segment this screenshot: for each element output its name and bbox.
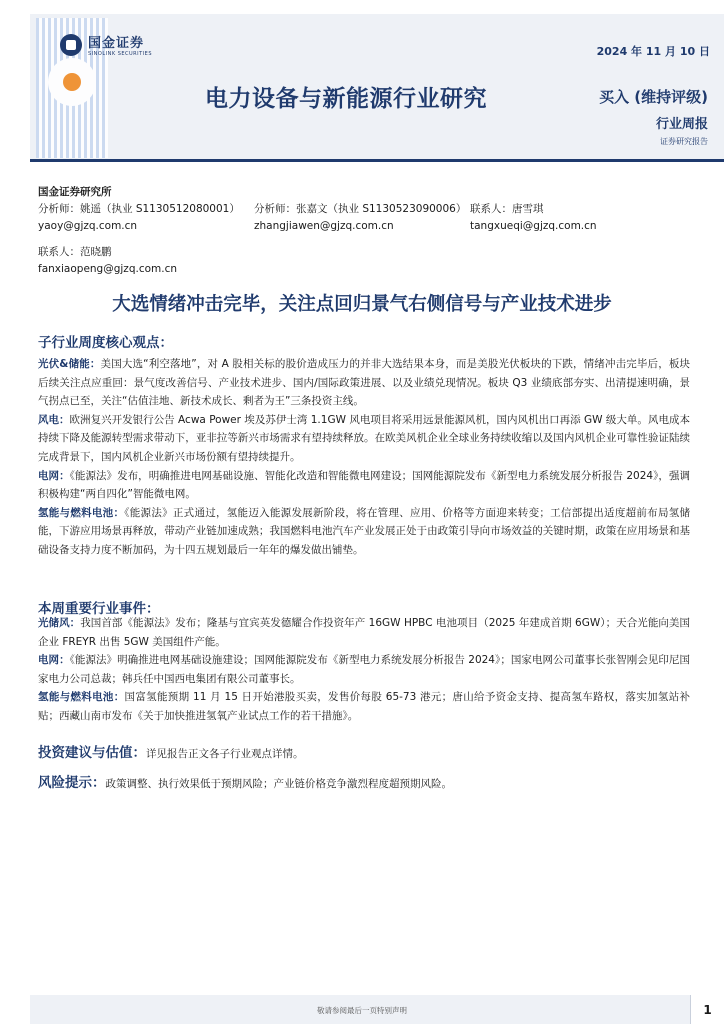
event-text: 我国首部《能源法》发布；隆基与宜宾英发德耀合作投资年产 16GW HPBC 电池项目（2025 年建成首期 6GW）；天合光能向美国企业 FREYR 出售 5GW 美国组件产能。: [38, 617, 690, 648]
event-text: 《能源法》明确推进电网基础设施建设；国网能源院发布《新型电力系统发展分析报告 2024》；国家电网公司董事长张智刚会见印尼国家电力公司总裁；韩兵任中国西电集团有限公司董事长。: [38, 654, 690, 685]
rating-badge: 买入 (维持评级): [599, 88, 708, 106]
events-body: [38, 614, 690, 726]
core-view-item: [38, 467, 690, 504]
qr-center-dot-icon: [63, 73, 81, 91]
analyst-2-email[interactable]: zhangjiawen@gjzq.com.cn: [254, 220, 394, 232]
core-views-heading: 子行业周度核心观点：: [38, 335, 173, 351]
core-view-item: [38, 504, 690, 560]
brand-name-en: SINOLINK SECURITIES: [88, 51, 152, 57]
core-view-label: 光伏&储能：: [38, 358, 101, 370]
analyst-1-email[interactable]: yaoy@gjzq.com.cn: [38, 220, 138, 232]
event-label: 氢能与燃料电池：: [38, 691, 125, 704]
analyst-1: 分析师：姚遥（执业 S1130512080001）: [38, 203, 240, 215]
qr-center-badge: [48, 58, 96, 106]
analyst-row: [38, 201, 698, 218]
report-date: 2024 年 11 月 10 日: [596, 45, 710, 58]
brand-mark-icon: [60, 34, 82, 56]
risk-row: [38, 771, 690, 791]
core-views-body: [38, 355, 690, 560]
header-divider: [30, 159, 724, 162]
analyst-2: 分析师：张嘉文（执业 S1130523090006）: [254, 203, 467, 215]
events-heading: 本周重要行业事件：: [38, 601, 160, 617]
advice-row: [38, 741, 690, 761]
core-view-label: 氢能与燃料电池：: [38, 506, 125, 519]
event-item: [38, 614, 690, 651]
report-kind: 行业周报: [655, 117, 708, 132]
core-view-text: 《能源法》正式通过，氢能迈入能源发展新阶段，将在管理、应用、价格等方面迎来转变；工信部提出适度超前布局氢储能，下游应用场景再释放，带动产业链加速成熟；我国燃料电池汽车产业发展正处于由政策引导向市场效益的关键时期，政策在应用场景和基础设备支持力度不断加码，为十四五规划最后一年年的爆发做出铺垫。: [38, 506, 690, 556]
core-view-text: 美国大选“利空落地”，对 A 股相关标的股价造成压力的并非大选结果本身，而是美股光伏板块的下跌，情绪冲击完毕后，板块后续关注点应重回：景气度改善信号、产业技术进步、国内/国际政策进展、以及业绩兑现情况。板块 Q3 业绩底部夯实、出清提速明确，景气拐点已至，关注“估值洼地、新技术成长、剩者为王”三条投资主线。: [38, 358, 690, 408]
brand-name-cn: 国金证券: [88, 36, 145, 51]
institute-name: 国金证券研究所: [38, 186, 112, 198]
core-view-text: 《能源法》发布，明确推进电网基础设施、智能化改造和智能微电网建设；国网能源院发布《新型电力系统发展分析报告 2024》，强调积极构建“两自四化”智能微电网。: [38, 469, 690, 501]
contact-2: 联系人：范晓鹏: [38, 246, 112, 258]
advice-heading: 投资建议与估值：: [38, 745, 146, 761]
report-subtitle: 证券研究报告: [660, 137, 708, 146]
event-text: 国富氢能预期 11 月 15 日开始港股买卖，发售价每股 65-73 港元；唐山给予资金支持、提高氢车路权，落实加氢站补贴；西藏山南市发布《关于加快推进氢氧产业试点工作的若干措施》。: [38, 691, 690, 722]
page-number: 1: [690, 995, 724, 1024]
event-item: [38, 688, 690, 725]
contact-2-email[interactable]: fanxiaopeng@gjzq.com.cn: [38, 263, 178, 275]
risk-text: 政策调整、执行效果低于预期风险；产业链价格竞争激烈程度超预期风险。: [105, 778, 452, 790]
core-view-label: 电网：: [38, 469, 70, 482]
event-item: [38, 651, 690, 688]
brand-logo: [60, 32, 152, 57]
report-title: 电力设备与新能源行业研究: [205, 86, 487, 112]
advice-text: 详见报告正文各子行业观点详情。: [146, 748, 304, 760]
contact-1-email[interactable]: tangxueqi@gjzq.com.cn: [470, 220, 597, 232]
core-view-item: [38, 355, 690, 411]
event-label: 光储风：: [38, 617, 81, 629]
main-headline: 大选情绪冲击完毕，关注点回归景气右侧信号与产业技术进步: [112, 294, 612, 315]
core-view-text: 欧洲复兴开发银行公告 Acwa Power 埃及苏伊士湾 1.1GW 风电项目将采用远景能源风机，国内风机出口再添 GW 级大单。风电成本持续下降及能源转型需求带动下，亚非拉等新兴市场需求有望持续释放。在欧美风机企业全球业务持续收缩以及国内风机企业可靠性验证陆续完成背景下，国内风机企业新兴市场份额有望持续提升。: [38, 413, 690, 463]
analyst-block: [38, 184, 698, 278]
event-label: 电网：: [38, 654, 70, 667]
core-view-item: [38, 411, 690, 467]
core-view-label: 风电：: [38, 413, 70, 426]
analyst-email-row: [38, 218, 698, 235]
contact-1: 联系人：唐雪琪: [470, 203, 544, 215]
risk-heading: 风险提示：: [38, 775, 106, 791]
footer-disclaimer[interactable]: 敬请参阅最后一页特别声明: [317, 1006, 407, 1015]
